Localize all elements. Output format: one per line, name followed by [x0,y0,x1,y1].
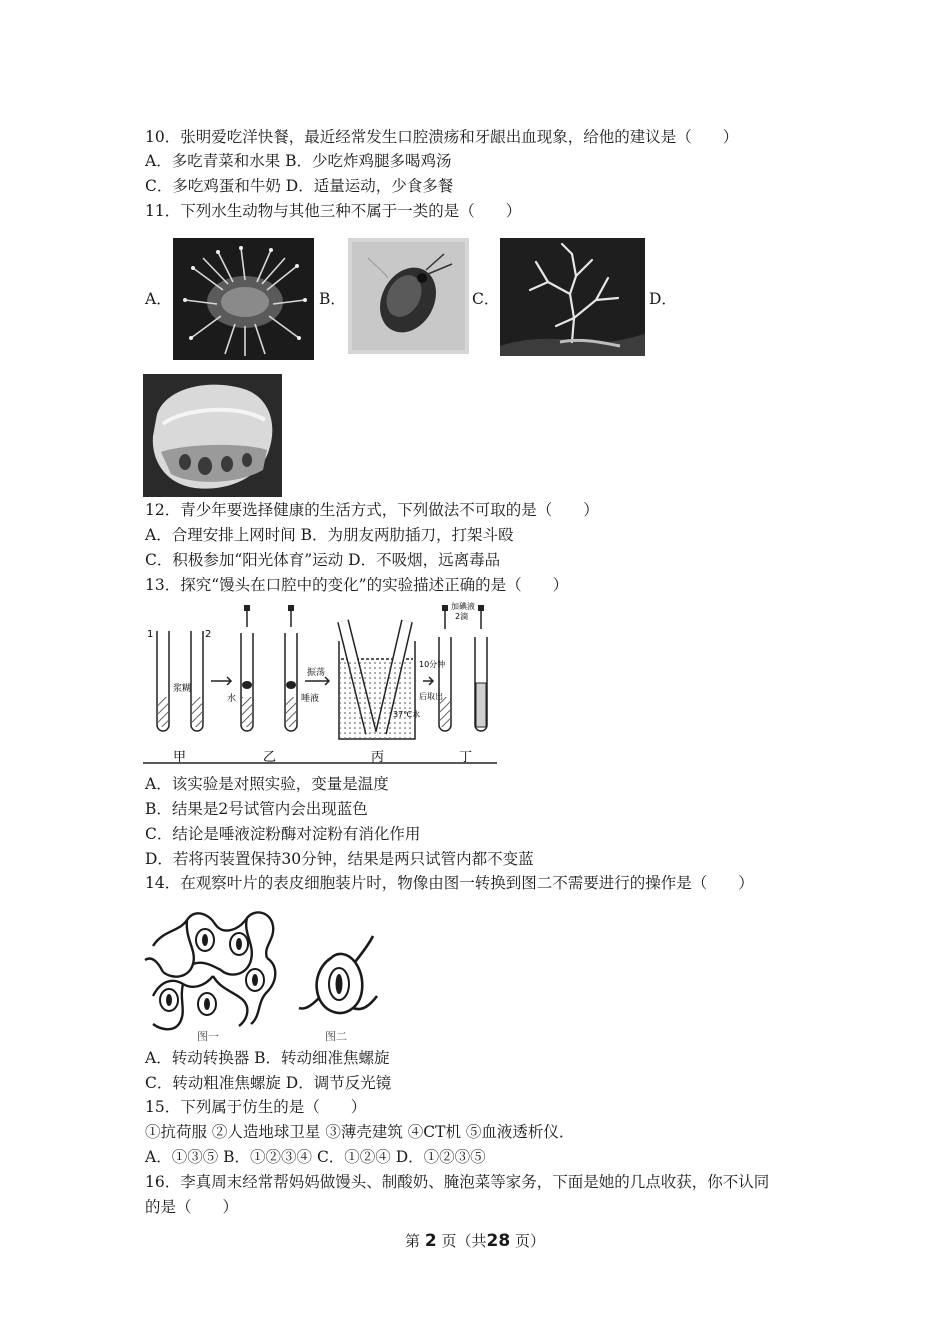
q13-option-b: B．结果是2号试管内会出现蓝色 [145,800,368,818]
footer-page-number: 2 [424,1231,437,1251]
q11-image-a-sea-anemone [173,238,314,360]
footer-middle: 页（共 [441,1232,487,1250]
q11-label-d: D． [649,290,677,308]
q13-time-label: 10分钟 [419,660,446,669]
footer-total-pages: 28 [486,1231,511,1251]
q14-stem: 14．在观察叶片的表皮细胞装片时，物像由图一转换到图二不需要进行的操作是（ ） [145,874,754,892]
q15-items: ①抗荷服 ②人造地球卫星 ③薄壳建筑 ④CT机 ⑤血液透析仪． [145,1123,575,1141]
q13-option-c: C．结论是唾液淀粉酶对淀粉有消化作用 [145,825,421,843]
q13-experiment-diagram [143,601,497,768]
q11-label-b: B． [319,290,346,308]
q14-fig1-label: 图一 [197,1030,219,1043]
q13-temp-label: 37℃水 [393,710,421,719]
q13-tube2-label: 2 [205,629,212,640]
q11-stem: 11．下列水生动物与其他三种不属于一类的是（ ） [145,202,522,220]
q13-stage-bing: 丙 [371,750,385,765]
q10-options-ab: A．多吃青菜和水果 B．少吃炸鸡腿多喝鸡汤 [145,152,452,170]
q14-cell-figures [143,900,379,1043]
q13-iodine-label: 加碘液 [451,602,475,611]
q13-out-label: 后取出 [419,692,443,701]
q13-iodine-drops-label: 2滴 [455,612,469,621]
q11-image-b-water-flea [348,238,469,354]
q13-paste-label: 浆糊 [173,684,192,694]
q14-fig2-label: 图二 [325,1030,347,1043]
q10-options-cd: C．多吃鸡蛋和牛奶 D．适量运动，少食多餐 [145,177,454,195]
q10-stem: 10．张明爱吃洋快餐，最近经常发生口腔溃疡和牙龈出血现象，给他的建议是（ ） [145,128,739,146]
q13-stem: 13．探究“馒头在口腔中的变化”的实验描述正确的是（ ） [145,576,569,594]
page-footer [0,1230,950,1251]
q12-options-cd: C．积极参加“阳光体育”运动 D．不吸烟，远离毒品 [145,551,501,569]
q16-stem-line1: 16．李真周末经常帮妈妈做馒头、制酸奶、腌泡菜等家务，下面是她的几点收获，你不认同 [145,1173,770,1191]
q11-image-c-hydra [500,238,645,356]
q13-shake-label: 振荡 [307,668,326,678]
q11-label-c: C． [472,290,500,308]
q15-stem: 15．下列属于仿生的是（ ） [145,1098,367,1116]
q12-stem: 12．青少年要选择健康的生活方式，下列做法不可取的是（ ） [145,501,599,519]
q14-options-ab: A．转动转换器 B．转动细准焦螺旋 [145,1049,390,1067]
q14-options-cd: C．转动粗准焦螺旋 D．调节反光镜 [145,1074,392,1092]
q13-stage-jia: 甲 [173,750,187,765]
q13-stage-yi: 乙 [263,750,277,765]
q13-option-d: D．若将丙装置保持30分钟，结果是两只试管内都不变蓝 [145,850,534,868]
footer-suffix: 页） [514,1232,545,1250]
q13-option-a: A．该实验是对照实验，变量是温度 [145,775,389,793]
footer-prefix: 第 [405,1232,421,1250]
q11-image-d-sponge [143,374,282,497]
q16-stem-line2: 的是（ ） [145,1198,239,1216]
q13-saliva-label: 唾液 [301,694,320,704]
q13-stage-ding: 丁 [459,750,473,765]
q11-label-a: A． [145,290,172,308]
q12-options-ab: A．合理安排上网时间 B．为朋友两肋插刀，打架斗殴 [145,526,514,544]
q15-options: A．①③⑤ B．①②③④ C．①②④ D．①②③⑤ [145,1148,486,1166]
q13-water-label: 水 [227,694,237,704]
q13-tube1-label: 1 [147,629,154,640]
